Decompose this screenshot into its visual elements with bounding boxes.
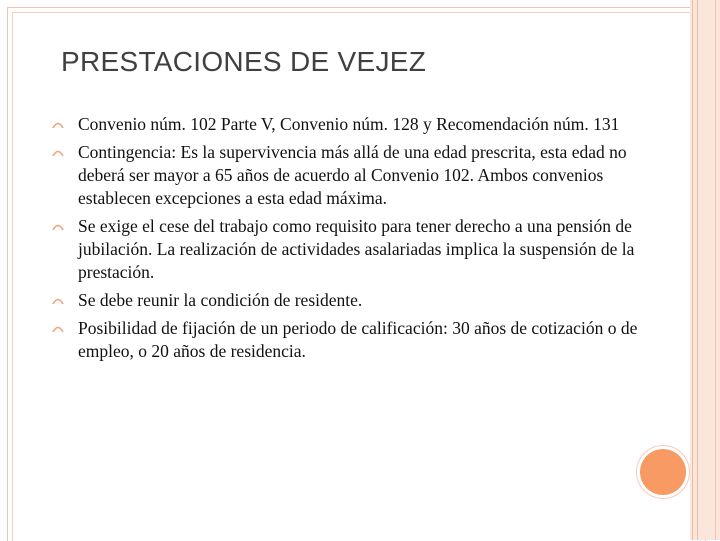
bullet-icon: [52, 221, 64, 233]
bullet-text: Convenio núm. 102 Parte V, Convenio núm. 128 y Recomendación núm. 131: [78, 114, 620, 134]
bullet-list: [52, 113, 664, 368]
bullet-text: Posibilidad de fijación de un periodo de calificación: 30 años de cotización o de empleo, o 20 años de residencia.: [78, 318, 638, 361]
bullet-icon: [52, 323, 64, 335]
bullet-text: Contingencia: Es la supervivencia más allá de una edad prescrita, esta edad no deberá ser mayor a 65 años de acuerdo al Convenio 102. Ambos convenios establecen excepciones a esta edad máxima.: [78, 142, 627, 208]
bullet-icon: [52, 147, 64, 159]
side-decoration-band: [690, 0, 720, 540]
bullet-text: Se debe reunir la condición de residente.: [78, 290, 363, 310]
bullet-item: [52, 141, 664, 210]
bullet-text: Se exige el cese del trabajo como requisito para tener derecho a una pensión de jubilación. La realización de actividades asalariadas implica la suspensión de la prestación.: [78, 216, 635, 282]
bullet-icon: [52, 295, 64, 307]
bullet-item: [52, 113, 664, 136]
orange-circle-decoration: [640, 449, 686, 495]
bullet-item: [52, 289, 664, 312]
slide-title: PRESTACIONES DE VEJEZ: [61, 46, 427, 77]
bullet-item: [52, 317, 664, 363]
bullet-item: [52, 215, 664, 284]
bullet-icon: [52, 119, 64, 131]
